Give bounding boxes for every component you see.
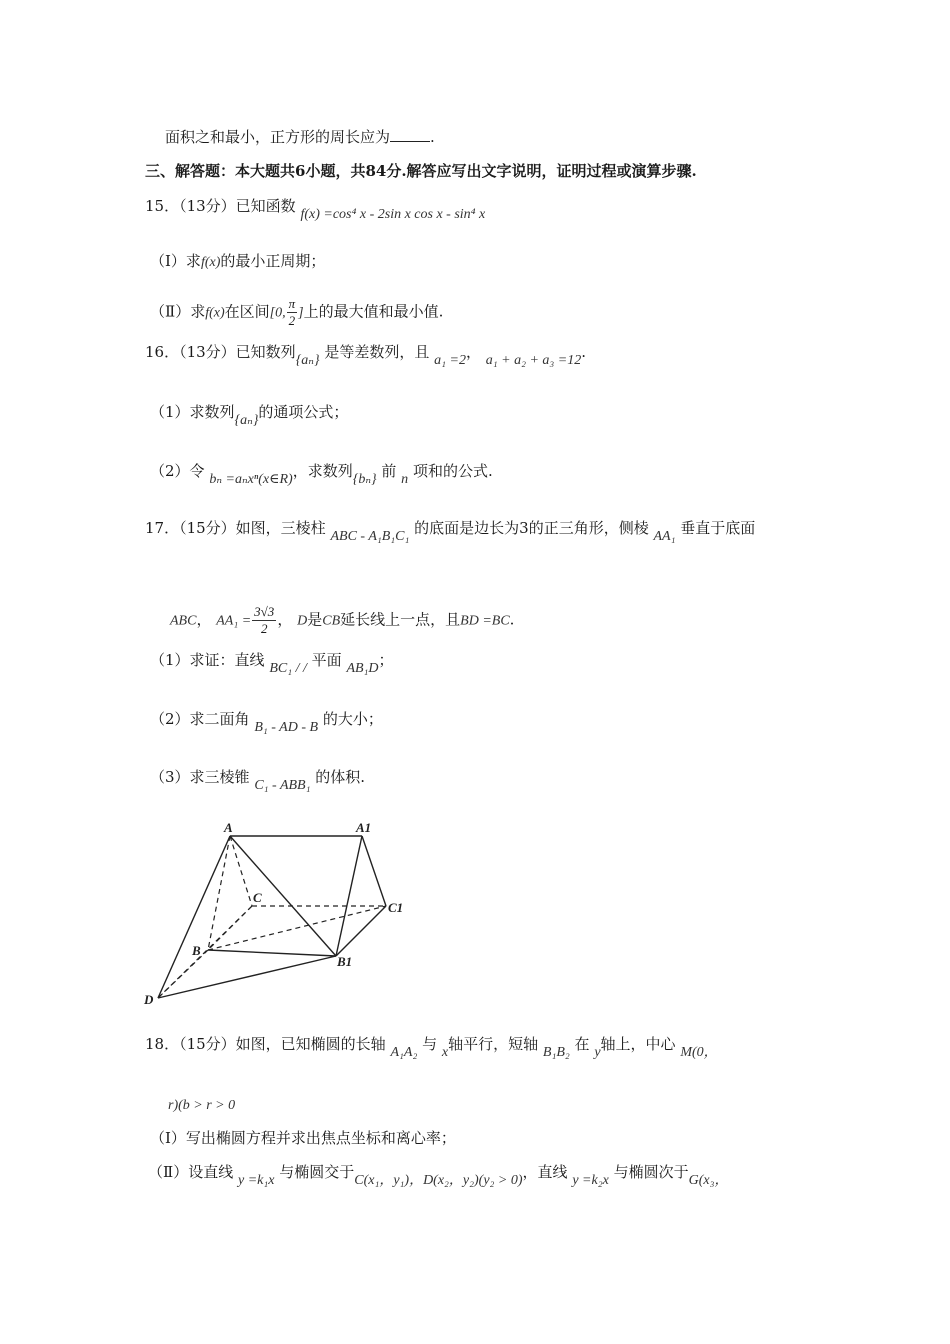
q18-line2-eq: y =k₂x: [572, 1173, 609, 1188]
q17-p1-line: BC₁ / /: [269, 661, 307, 676]
q17-prism: ABC - A₁B₁C₁: [330, 529, 410, 544]
q15-part2: [150, 296, 443, 329]
q17-p3-pre: （3）求三棱锥: [150, 768, 250, 786]
q16-part1: [150, 402, 349, 428]
q17-p2-pre: （2）求二面角: [150, 710, 250, 728]
q17-p2-post: 的大小；: [322, 710, 383, 728]
q14-tail-line: [165, 127, 435, 147]
q16-p2-mid2: 前: [381, 462, 397, 480]
q15-p1-pre: （Ⅰ）求: [150, 252, 201, 270]
q18-part2: [148, 1162, 729, 1188]
q17-p3-tri: C₁ - ABB₁: [254, 778, 311, 793]
q15-statement: [145, 196, 486, 222]
q16-p1-post: 的通项公式；: [258, 403, 349, 421]
q16-p2-seq: {bₙ}: [352, 472, 377, 487]
label-a: A: [224, 820, 233, 835]
frac-numerator: 3√3: [254, 604, 275, 619]
q18-minor-axis: B₁B₂: [542, 1045, 570, 1060]
edge-a-b1: [230, 836, 336, 956]
q17-head: 17．（15分）如图，三棱柱: [145, 519, 326, 537]
section-3-heading: 三、解答题：本大题共6小题，共84分.解答应写出文字说明，证明过程或演算步骤.: [145, 162, 697, 180]
q17-part3: [150, 767, 366, 793]
q18-line2: [168, 1094, 235, 1116]
hidden-edge-a-b: [208, 836, 230, 950]
q18-line1: y =k₁x: [237, 1173, 275, 1188]
edge-a1-c1: [362, 836, 386, 906]
q16-part2: [150, 461, 493, 487]
q15-interval-left: [0,: [269, 305, 286, 321]
q16-p1-seq: {aₙ}: [234, 413, 259, 428]
q17-d: D: [297, 613, 308, 629]
q17-l2-end: .: [509, 610, 515, 629]
answer-blank: [390, 127, 430, 142]
label-c: C: [253, 890, 262, 905]
q18-part1: （Ⅰ）写出椭圆方程并求出焦点坐标和离心率；: [150, 1129, 456, 1147]
edge-d-b1: [158, 956, 336, 998]
edge-c1-b1: [336, 906, 386, 956]
edge-a1-b1: [336, 836, 362, 956]
q18-center: M(0，: [680, 1045, 718, 1060]
pi-over-2-fraction: [287, 296, 298, 329]
q17-part1: [150, 650, 394, 676]
q18-p2-t2: ，直线: [522, 1163, 568, 1181]
prism-figure: [140, 818, 420, 1008]
q16-p2-mid: ，求数列: [292, 462, 353, 480]
q17-cb: CB: [322, 613, 341, 629]
q17-p1-plane: AB₁D: [346, 661, 379, 676]
q16-comma: ，: [465, 343, 481, 361]
q15-p2-pre: （Ⅱ）求: [150, 302, 206, 321]
q17-statement: [145, 518, 756, 544]
q16-seq: {aₙ}: [295, 353, 320, 368]
q16-p2-post: 项和的公式.: [412, 462, 493, 480]
q17-line2: [170, 604, 514, 637]
q16-p2-pre: （2）令: [150, 462, 205, 480]
q15-p2-post: 上的最大值和最小值.: [303, 302, 444, 321]
q15-function: f(x) =cos⁴ x - 2sin x cos x - sin⁴ x: [300, 207, 486, 222]
q17-l2-text2: 延长线上一点，且: [340, 610, 461, 629]
frac-denominator: 2: [260, 621, 268, 636]
q18-p2-t1: 与椭圆交于: [279, 1163, 355, 1181]
q18-point-g: G(x₃，: [688, 1173, 729, 1188]
q17-l2-comma: ，: [196, 610, 212, 629]
q17-end: 垂直于底面: [680, 519, 756, 537]
hidden-edge-a-c: [230, 836, 252, 906]
q16-end: .: [581, 343, 586, 361]
q15-p2-fx: f(x): [205, 305, 225, 321]
edge-a-d: [158, 836, 230, 998]
q17-part2: [150, 709, 383, 735]
q18-t2: 轴平行，短轴: [448, 1035, 539, 1053]
q17-bd-eq-bc: BD =BC: [460, 613, 510, 629]
q18-t3: 在: [574, 1035, 590, 1053]
q16-p2-n: n: [401, 472, 409, 487]
q18-statement: [145, 1034, 718, 1060]
edge-b-b1: [208, 950, 336, 956]
q17-aa1: AA₁: [653, 529, 676, 544]
q15-p2-mid: 在区间: [224, 302, 270, 321]
q16-p1-pre: （1）求数列: [150, 403, 235, 421]
q17-p2-angle: B₁ - AD - B: [254, 720, 319, 735]
q18-y: y: [594, 1045, 601, 1060]
q18-points-cd: C(x₁，y₁)，D(x₂，y₂)(y₂ > 0): [354, 1173, 523, 1188]
q17-p1-mid: 平面: [311, 651, 342, 669]
q16-cond2: a₁ + a₂ + a₃ =12: [485, 353, 582, 368]
q18-p2-t3: 与椭圆次于: [613, 1163, 689, 1181]
q17-abc: ABC: [170, 613, 197, 629]
label-d: D: [144, 992, 154, 1007]
q18-major-axis: A₁A₂: [390, 1045, 418, 1060]
q18-t4: 轴上，中心: [600, 1035, 676, 1053]
q16-cond1: a₁ =2: [434, 353, 466, 368]
q18-p2-pre: （Ⅱ）设直线: [148, 1163, 234, 1181]
q18-line2-math: r)(b > r > 0: [168, 1098, 236, 1113]
frac-numerator: π: [288, 296, 296, 311]
q15-p1-post: 的最小正周期；: [220, 252, 326, 270]
q17-l2-text1: 是: [307, 610, 323, 629]
three-root-three-over-two: [252, 604, 276, 637]
q18-head: 18．（15分）如图，已知椭圆的长轴: [145, 1035, 386, 1053]
q14-tail-end: .: [430, 128, 435, 146]
q16-statement: [145, 342, 586, 368]
q17-p1-pre: （1）求证：直线: [150, 651, 265, 669]
q17-p3-post: 的体积.: [315, 768, 366, 786]
frac-denominator: 2: [288, 313, 296, 328]
q18-x: x: [441, 1045, 449, 1060]
q16-p2-def: bₙ =aₙxⁿ(x∈R): [209, 472, 293, 487]
q17-aa1-eq: AA₁ =: [216, 613, 252, 629]
q15-p1-fx: f(x): [200, 255, 221, 270]
q15-interval-right: ]: [298, 305, 304, 321]
q17-p1-end: ；: [378, 651, 394, 669]
q16-mid: 是等差数列，且: [324, 343, 430, 361]
q17-mid: 的底面是边长为3的正三角形，侧棱: [414, 519, 649, 537]
q17-l2-comma2: ，: [277, 610, 293, 629]
label-b1: B1: [337, 954, 353, 969]
q15-head: 15．（13分）已知函数: [145, 197, 296, 215]
q16-head: 16．（13分）已知数列: [145, 343, 296, 361]
label-a1: A1: [356, 820, 372, 835]
q18-t1: 与: [422, 1035, 438, 1053]
q15-part1: [150, 251, 325, 273]
label-b: B: [192, 943, 201, 958]
q14-tail-text: 面积之和最小，正方形的周长应为: [165, 128, 391, 146]
label-c1: C1: [388, 900, 404, 915]
